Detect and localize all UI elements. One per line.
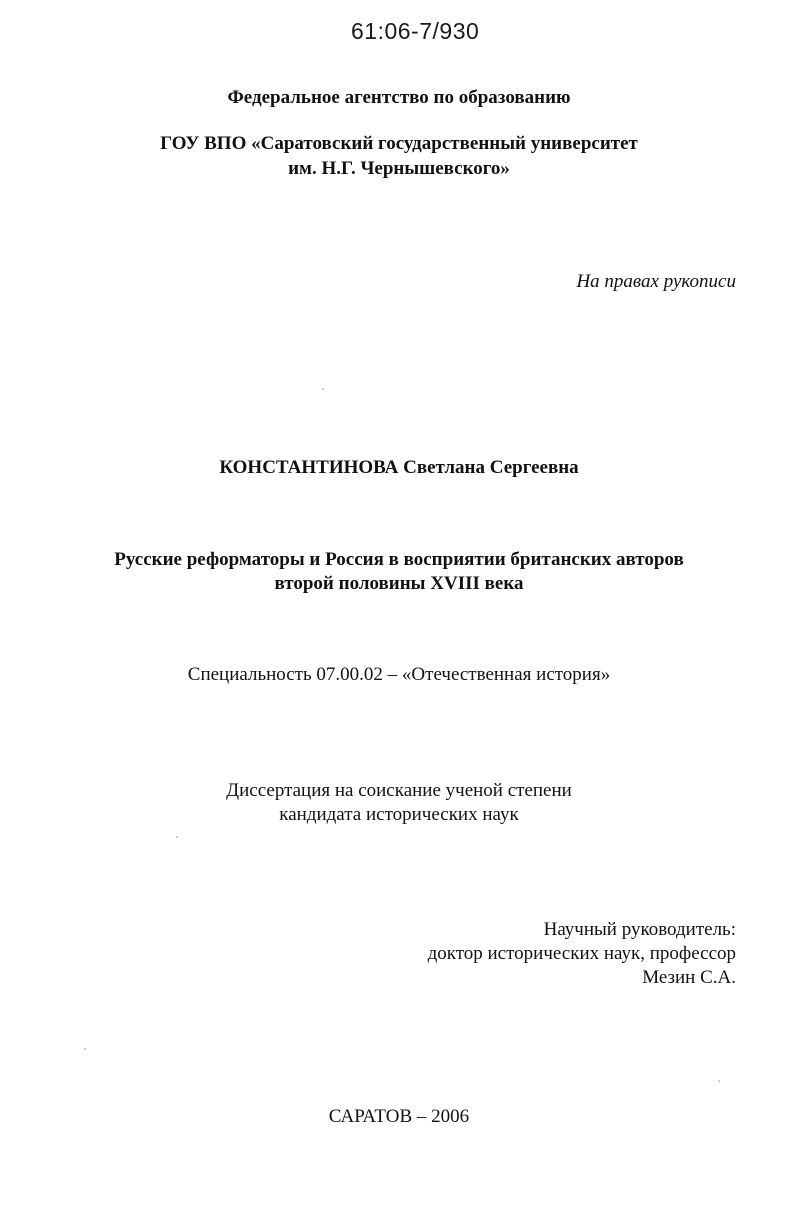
specialty: Специальность 07.00.02 – «Отечественная история» xyxy=(187,664,611,685)
university-line-2: им. Н.Г. Чернышевского» xyxy=(288,158,510,179)
scan-speck xyxy=(176,836,178,838)
archive-stamp: 61:06-7/930 xyxy=(351,18,480,44)
manuscript-note: На правах рукописи xyxy=(576,271,736,292)
author-name: КОНСТАНТИНОВА Светлана Сергеевна xyxy=(219,457,579,478)
degree-line-1: Диссертация на соискание ученой степени xyxy=(226,780,572,801)
scan-speck xyxy=(322,388,324,390)
dissertation-title-line-1: Русские реформаторы и Россия в восприятии британских авторов xyxy=(114,549,684,570)
advisor-name: Мезин С.А. xyxy=(642,967,736,988)
dissertation-title-line-2: второй половины XVIII века xyxy=(274,573,524,594)
scan-speck xyxy=(84,1048,86,1050)
advisor-title: доктор исторических наук, профессор xyxy=(427,943,736,964)
university-line-1: ГОУ ВПО «Саратовский государственный университет xyxy=(160,133,638,154)
place-year: САРАТОВ – 2006 xyxy=(328,1106,470,1127)
agency-name: Федеральное агентство по образованию xyxy=(227,87,571,108)
scan-speck xyxy=(718,1080,720,1082)
advisor-label: Научный руководитель: xyxy=(543,919,736,940)
degree-line-2: кандидата исторических наук xyxy=(279,804,519,825)
